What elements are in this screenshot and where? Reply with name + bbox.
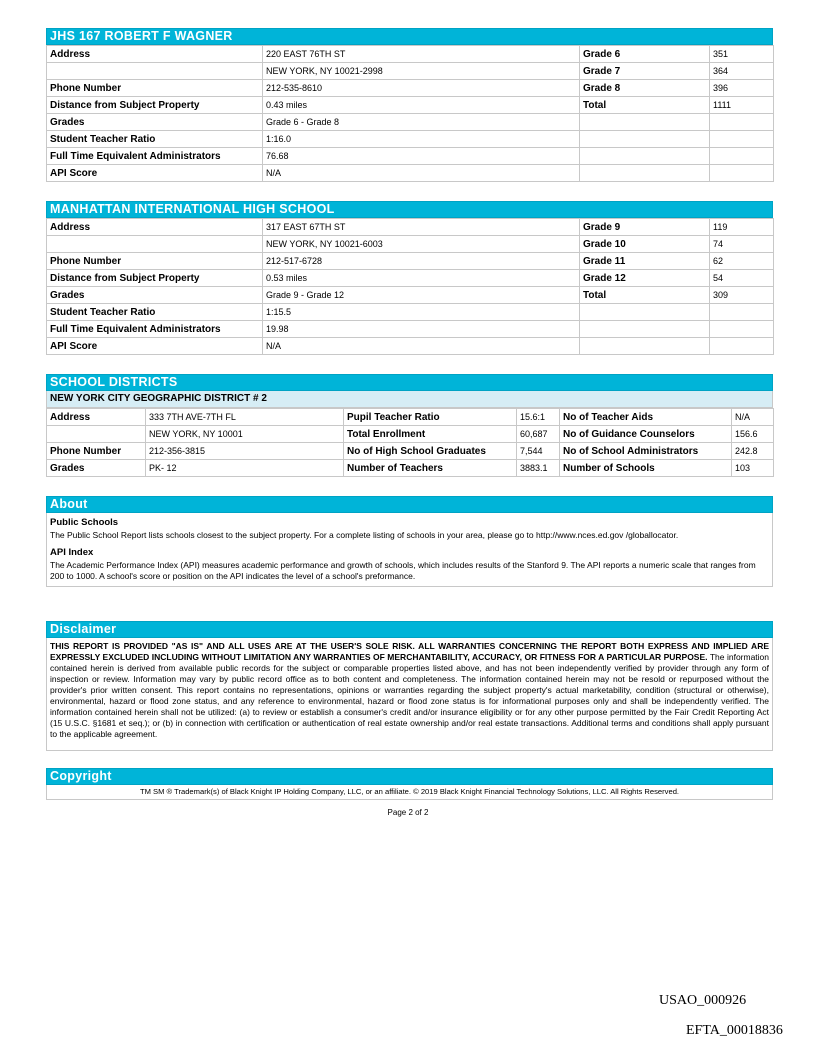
table-row <box>47 114 774 131</box>
row-label: Grades <box>47 287 263 304</box>
public-schools-heading: Public Schools <box>50 517 119 528</box>
table-row <box>47 46 774 63</box>
district-value: 242.8 <box>732 443 774 460</box>
district-value: 3883.1 <box>517 460 560 477</box>
grade-label <box>580 165 710 182</box>
bates-efta: EFTA_00018836 <box>686 1023 783 1038</box>
table-row <box>47 63 774 80</box>
table-row <box>47 219 774 236</box>
row-label: API Score <box>47 165 263 182</box>
school-table <box>46 45 774 182</box>
disclaimer-body-text: The information contained herein is derived from available public records for the subject or comparable properties listed above, and has not been independently verified by provider through any form of inspection or review. Information may vary by public record office as to both content and completeness. The information contained herein may not be resold or repurposed without the provider's prior written consent. This report contains no representations, opinions or warranties regarding the subject property's actual marketability, condition (structural or otherwise), environmental, hazard or flood zone status, and any reference to environmental, hazard or flood zone status is for informational purposes only and shall be independently verified. The information contained herein shall not be utilized: (a) to review or establish a consumer's credit and/or insurance eligibility or for any other purpose permitted by the Fair Credit Reporting Act (15 U.S.C. §1681 et seq.); or (b) in connection with certification or authentication of real estate ownership and/or real estate transactions. Additional terms and conditions shall apply pursuant to the applicable agreement. <box>50 652 770 739</box>
row-value: 220 EAST 76TH ST <box>263 46 580 63</box>
about-header: About <box>46 496 773 513</box>
table-row <box>47 270 774 287</box>
district-label: Total Enrollment <box>344 426 517 443</box>
district-value: N/A <box>732 409 774 426</box>
district-label: Phone Number <box>47 443 146 460</box>
grade-label: Grade 10 <box>580 236 710 253</box>
row-value: N/A <box>263 165 580 182</box>
copyright-header: Copyright <box>46 768 773 785</box>
row-label: Grades <box>47 114 263 131</box>
grade-value: 119 <box>710 219 774 236</box>
table-row <box>47 236 774 253</box>
row-value: 0.43 miles <box>263 97 580 114</box>
copyright-text: TM SM ® Trademark(s) of Black Knight IP Holding Company, LLC, or an affiliate. © 2019 Black Knight Financial Technology Solutions, LLC. All Rights Reserved. <box>46 785 773 800</box>
district-label: Address <box>47 409 146 426</box>
grade-label: Grade 6 <box>580 46 710 63</box>
table-row <box>47 97 774 114</box>
row-label: Phone Number <box>47 253 263 270</box>
row-label: Full Time Equivalent Administrators <box>47 321 263 338</box>
district-value: 7,544 <box>517 443 560 460</box>
grade-label <box>580 304 710 321</box>
school-name-header: MANHATTAN INTERNATIONAL HIGH SCHOOL <box>46 201 773 218</box>
bates-usao: USAO_000926 <box>659 993 747 1008</box>
district-label: Grades <box>47 460 146 477</box>
row-label: Distance from Subject Property <box>47 97 263 114</box>
public-schools-text: The Public School Report lists schools closest to the subject property. For a complete listing of schools in your area, please go to http://www.nces.ed.gov /globallocator. <box>50 530 679 540</box>
grade-label: Grade 11 <box>580 253 710 270</box>
row-value: NEW YORK, NY 10021-2998 <box>263 63 580 80</box>
grade-value <box>710 148 774 165</box>
grade-label <box>580 321 710 338</box>
disclaimer-bold-text: THIS REPORT IS PROVIDED "AS IS" AND ALL USES ARE AT THE USER'S SOLE RISK. ALL WARRANTIES CONCERNING THE REPORT BOTH EXPRESS AND IMPLIED ARE EXPRESSLY EXCLUDED INCLUDING WITHOUT LIMITATION ANY WARRANTIES OF MERCHANTABILITY, ACCURACY, OR FITNESS FOR A PARTICULAR PURPOSE. <box>50 641 769 662</box>
disclaimer-section <box>46 621 773 751</box>
grade-value: 396 <box>710 80 774 97</box>
table-row <box>47 443 774 460</box>
grade-value <box>710 304 774 321</box>
grade-value: 62 <box>710 253 774 270</box>
grade-value: 351 <box>710 46 774 63</box>
school-districts-section <box>46 374 773 477</box>
grade-label <box>580 148 710 165</box>
grade-value: 54 <box>710 270 774 287</box>
district-label <box>47 426 146 443</box>
api-index-heading: API Index <box>50 547 94 558</box>
grade-label: Grade 12 <box>580 270 710 287</box>
district-value: 333 7TH AVE-7TH FL <box>146 409 344 426</box>
grade-label <box>580 131 710 148</box>
district-value: 60,687 <box>517 426 560 443</box>
district-table <box>46 408 774 477</box>
grade-label <box>580 338 710 355</box>
grade-value <box>710 131 774 148</box>
grade-label: Grade 8 <box>580 80 710 97</box>
row-value: Grade 6 - Grade 8 <box>263 114 580 131</box>
district-value: PK- 12 <box>146 460 344 477</box>
row-value: 212-517-6728 <box>263 253 580 270</box>
district-label: Pupil Teacher Ratio <box>344 409 517 426</box>
school-section-1 <box>46 28 773 182</box>
table-row <box>47 304 774 321</box>
grade-value <box>710 338 774 355</box>
grade-label: Grade 7 <box>580 63 710 80</box>
row-label: Full Time Equivalent Administrators <box>47 148 263 165</box>
grade-value: 309 <box>710 287 774 304</box>
school-section-2 <box>46 201 773 355</box>
district-label: No of Teacher Aids <box>560 409 732 426</box>
district-label: No of School Administrators <box>560 443 732 460</box>
row-value: 76.68 <box>263 148 580 165</box>
grade-value <box>710 114 774 131</box>
grade-label: Grade 9 <box>580 219 710 236</box>
district-value: 212-356-3815 <box>146 443 344 460</box>
row-value: Grade 9 - Grade 12 <box>263 287 580 304</box>
school-name-header: JHS 167 ROBERT F WAGNER <box>46 28 773 45</box>
row-label: Phone Number <box>47 80 263 97</box>
table-row <box>47 460 774 477</box>
table-row <box>47 321 774 338</box>
row-value: 212-535-8610 <box>263 80 580 97</box>
copyright-section <box>46 768 773 800</box>
grade-value <box>710 321 774 338</box>
row-label <box>47 63 263 80</box>
table-row <box>47 131 774 148</box>
table-row <box>47 409 774 426</box>
grade-label <box>580 114 710 131</box>
row-label: API Score <box>47 338 263 355</box>
grade-value: 1111 <box>710 97 774 114</box>
district-label: Number of Teachers <box>344 460 517 477</box>
district-label: No of High School Graduates <box>344 443 517 460</box>
table-row <box>47 287 774 304</box>
disclaimer-text <box>50 641 769 740</box>
table-row <box>47 80 774 97</box>
district-value: 156.6 <box>732 426 774 443</box>
disclaimer-header: Disclaimer <box>46 621 773 638</box>
table-row <box>47 253 774 270</box>
row-value: NEW YORK, NY 10021-6003 <box>263 236 580 253</box>
row-value: 19.98 <box>263 321 580 338</box>
row-label <box>47 236 263 253</box>
grade-value: 364 <box>710 63 774 80</box>
table-row <box>47 338 774 355</box>
row-label: Address <box>47 219 263 236</box>
district-value: 103 <box>732 460 774 477</box>
school-table <box>46 218 774 355</box>
districts-header: SCHOOL DISTRICTS <box>46 374 773 391</box>
table-row <box>47 165 774 182</box>
district-value: 15.6:1 <box>517 409 560 426</box>
api-index-text: The Academic Performance Index (API) measures academic performance and growth of schools, which includes results of the Stanford 9. The API reports a numeric scale that ranges from 200 to 1000. A school's score or position on the API indicates the level of a school's preformance. <box>50 560 756 581</box>
row-value: 0.53 miles <box>263 270 580 287</box>
grade-label: Total <box>580 287 710 304</box>
row-label: Student Teacher Ratio <box>47 131 263 148</box>
district-value: NEW YORK, NY 10001 <box>146 426 344 443</box>
row-value: 1:16.0 <box>263 131 580 148</box>
grade-label: Total <box>580 97 710 114</box>
about-section <box>46 496 773 587</box>
page-number: Page 2 of 2 <box>387 808 429 817</box>
table-row <box>47 426 774 443</box>
row-label: Student Teacher Ratio <box>47 304 263 321</box>
table-row <box>47 148 774 165</box>
row-label: Distance from Subject Property <box>47 270 263 287</box>
grade-value <box>710 165 774 182</box>
row-value: 317 EAST 67TH ST <box>263 219 580 236</box>
row-label: Address <box>47 46 263 63</box>
district-name: NEW YORK CITY GEOGRAPHIC DISTRICT # 2 <box>46 391 773 408</box>
district-label: No of Guidance Counselors <box>560 426 732 443</box>
row-value: 1:15.5 <box>263 304 580 321</box>
district-label: Number of Schools <box>560 460 732 477</box>
row-value: N/A <box>263 338 580 355</box>
grade-value: 74 <box>710 236 774 253</box>
